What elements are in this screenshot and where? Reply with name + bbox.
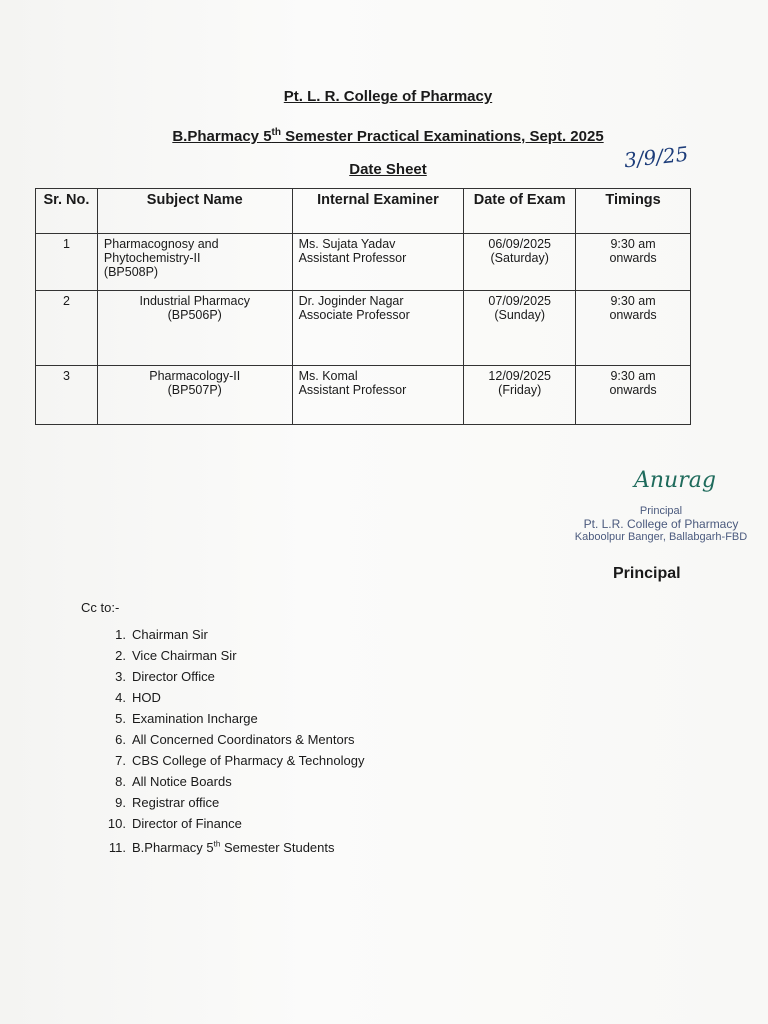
list-item <box>82 687 364 708</box>
exam-title-sup: th <box>271 127 281 138</box>
list-number: 11. <box>108 840 126 856</box>
list-text: Registrar office <box>132 795 220 810</box>
timing-cell <box>576 234 691 291</box>
list-number: 4. <box>115 690 126 705</box>
list-item <box>82 834 364 855</box>
table-row <box>36 291 691 366</box>
examiner-cell <box>292 366 464 425</box>
subject-line: Industrial Pharmacy <box>139 294 250 308</box>
subject-line: Pharmacognosy and <box>103 237 219 251</box>
stamp-line: Principal <box>639 505 683 517</box>
list-text: Director Office <box>132 669 215 684</box>
exam-date: 07/09/2025 <box>488 294 551 308</box>
exam-day: (Friday) <box>498 383 542 397</box>
list-item <box>82 645 364 666</box>
principal-label: Principal <box>613 565 681 582</box>
list-item <box>82 666 364 687</box>
header-internal-examiner: Internal Examiner <box>292 189 464 234</box>
list-text: Director of Finance <box>132 816 242 831</box>
exam-time-note: onwards <box>609 383 657 397</box>
list-item <box>82 813 364 834</box>
sr-cell: 2 <box>36 291 98 366</box>
exam-title-post: Semester Practical Examinations, Sept. 2025 <box>281 128 604 145</box>
subject-code: (BP508P) <box>103 265 159 279</box>
list-number: 3. <box>115 669 126 684</box>
list-text: All Concerned Coordinators & Mentors <box>132 732 355 747</box>
list-text: CBS College of Pharmacy & Technology <box>132 753 365 768</box>
list-text: Chairman Sir <box>132 627 208 642</box>
list-text: HOD <box>132 690 161 705</box>
stamp-line: Pt. L.R. College of Pharmacy <box>583 517 739 531</box>
cc-list <box>82 624 364 855</box>
list-number: 8. <box>115 774 126 789</box>
exam-time: 9:30 am <box>610 294 656 308</box>
date-cell <box>464 234 576 291</box>
header-sr-no: Sr. No. <box>36 189 98 234</box>
list-text <box>132 840 335 855</box>
handwritten-signature: Anurag <box>634 468 716 493</box>
examiner-name: Ms. Komal <box>298 369 358 383</box>
subject-code: (BP507P) <box>167 383 222 397</box>
exam-date: 06/09/2025 <box>488 237 551 251</box>
list-number: 10. <box>107 816 126 831</box>
timing-cell <box>576 366 691 425</box>
examiner-name: Ms. Sujata Yadav <box>298 237 396 251</box>
list-number: 2. <box>115 648 126 663</box>
examiner-title: Associate Professor <box>298 308 410 322</box>
header-timings: Timings <box>576 189 691 234</box>
list-number: 7. <box>115 753 126 768</box>
date-cell <box>464 291 576 366</box>
exam-day: (Saturday) <box>490 251 549 265</box>
table-header-row <box>36 189 691 234</box>
subject-cell <box>97 366 292 425</box>
exam-title-pre: B.Pharmacy 5 <box>172 128 272 145</box>
examiner-name: Dr. Joginder Nagar <box>298 294 404 308</box>
exam-schedule-table <box>35 188 691 425</box>
examiner-title: Assistant Professor <box>298 383 407 397</box>
list-item <box>82 771 364 792</box>
table-row <box>36 366 691 425</box>
exam-time-note: onwards <box>609 251 657 265</box>
exam-day: (Sunday) <box>494 308 546 322</box>
list-item <box>82 708 364 729</box>
list-text-post: Semester Students <box>220 840 335 856</box>
sr-cell: 3 <box>36 366 98 425</box>
college-title: Pt. L. R. College of Pharmacy <box>283 88 493 105</box>
table-row <box>36 234 691 291</box>
list-number: 9. <box>115 795 126 810</box>
handwritten-date: 3/9/25 <box>622 141 690 173</box>
exam-title <box>0 127 768 145</box>
timing-cell <box>576 291 691 366</box>
stamp-line: Kaboolpur Banger, Ballabgarh-FBD <box>574 531 748 543</box>
subject-code: (BP506P) <box>167 308 222 322</box>
header-subject-name: Subject Name <box>97 189 292 234</box>
list-item <box>82 729 364 750</box>
subject-line: Pharmacology-II <box>149 369 241 383</box>
examiner-title: Assistant Professor <box>298 251 407 265</box>
examiner-cell <box>292 234 464 291</box>
subject-line: Phytochemistry-II <box>103 251 201 265</box>
list-number: 1. <box>115 627 126 642</box>
subject-cell <box>97 291 292 366</box>
exam-time: 9:30 am <box>610 369 656 383</box>
date-cell <box>464 366 576 425</box>
exam-time-note: onwards <box>609 308 657 322</box>
list-text-pre: B.Pharmacy 5 <box>132 840 214 856</box>
date-sheet-title: Date Sheet <box>349 161 427 178</box>
list-text-sup: th <box>213 840 221 849</box>
list-item <box>82 750 364 771</box>
list-item <box>82 624 364 645</box>
subject-cell <box>97 234 292 291</box>
examiner-cell <box>292 291 464 366</box>
exam-time: 9:30 am <box>610 237 656 251</box>
list-text: Vice Chairman Sir <box>132 648 237 663</box>
list-number: 6. <box>115 732 126 747</box>
sr-cell: 1 <box>36 234 98 291</box>
cc-heading: Cc to:- <box>81 600 120 615</box>
list-text: Examination Incharge <box>132 711 258 726</box>
list-text: All Notice Boards <box>132 774 232 789</box>
list-item <box>82 792 364 813</box>
principal-stamp <box>556 505 766 544</box>
header-date-of-exam: Date of Exam <box>464 189 576 234</box>
exam-date: 12/09/2025 <box>488 369 551 383</box>
list-number: 5. <box>115 711 126 726</box>
